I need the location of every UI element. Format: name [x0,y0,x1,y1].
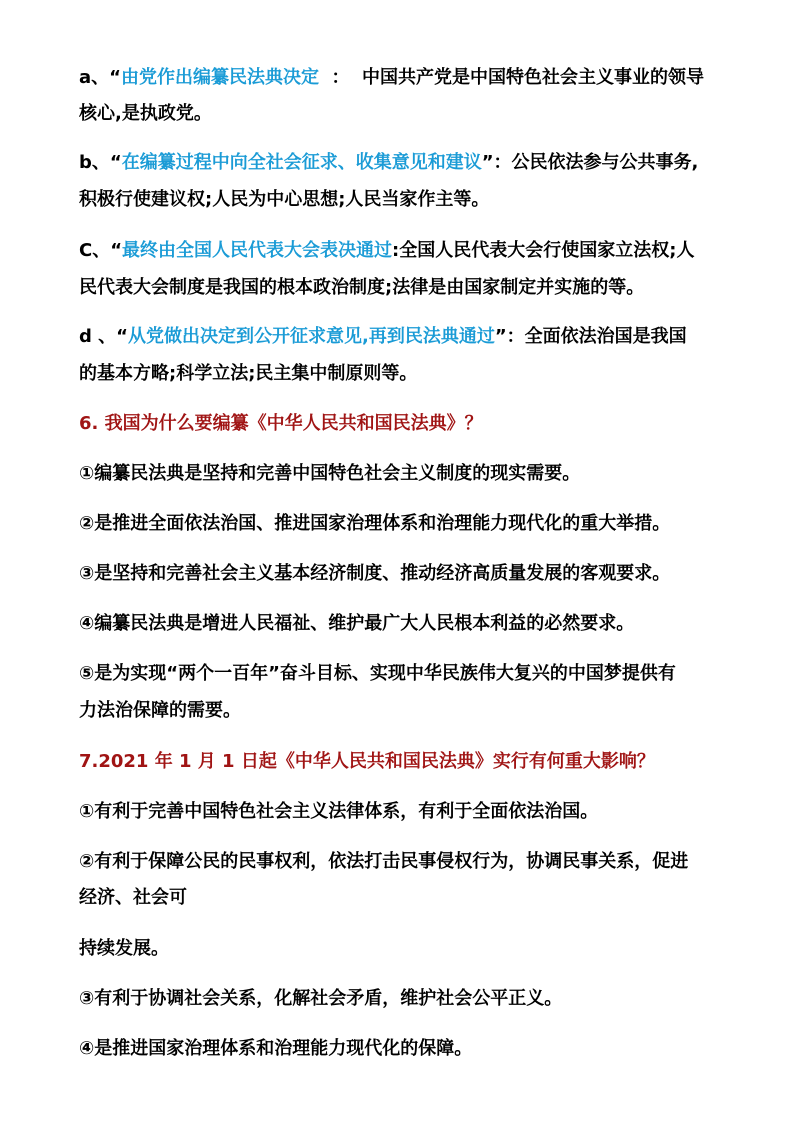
item-a-highlight: 由党作出编纂民法典决定 [120,67,319,88]
item-d-text: ”：全面依法治国是我国 [494,326,687,347]
q7-point-2-line2: 经济、社会可 [79,887,187,908]
q6-point-3: ③是坚持和完善社会主义基本经济制度、推动经济高质量发展的客观要求。 [79,563,671,584]
item-d-prefix: d 、“ [79,326,128,347]
item-b-prefix: b、“ [79,152,122,173]
q6-point-5-line2: 力法治保障的需要。 [79,700,241,721]
item-b-text: ”：公民依法参与公共事务, [481,152,699,173]
q7-point-3: ③有利于协调社会关系，化解社会矛盾，维护社会公平正义。 [79,988,563,1009]
q7-point-2-line3: 持续发展。 [79,938,169,959]
item-d-highlight: 从党做出决定到公开征求意见,再到民法典通过 [127,326,495,347]
item-a-line1 [79,66,704,90]
item-c-line1 [79,239,694,263]
item-b-line1 [79,151,698,175]
item-d-line2: 的基本方略;科学立法;民主集中制原则等。 [79,363,418,384]
question-7-heading: 7.2021 年 1 月 1 日起《中华人民共和国民法典》实行有何重大影响？ [79,751,655,772]
item-a-prefix: a、“ [79,67,121,88]
item-c-prefix: C、“ [79,240,123,261]
q6-point-1: ①编纂民法典是坚持和完善中国特色社会主义制度的现实需要。 [79,463,581,484]
item-c-highlight: 最终由全国人民代表大会表决通过 [122,240,393,261]
item-a-line2: 核心,是执政党。 [79,103,212,124]
item-b-highlight: 在编纂过程中向全社会征求、收集意见和建议 [121,152,482,173]
item-b-line2: 积极行使建议权;人民为中心思想;人民当家作主等。 [79,189,490,210]
item-c-line2: 民代表大会制度是我国的根本政治制度;法律是由国家制定并实施的等。 [79,277,645,298]
q7-point-2-line1: ②有利于保障公民的民事权利，依法打击民事侵权行为，协调民事关系，促进 [79,851,689,872]
q7-point-4: ④是推进国家治理体系和治理能力现代化的保障。 [79,1038,473,1059]
q6-point-4: ④编纂民法典是增进人民福祉、维护最广大人民根本利益的必然要求。 [79,613,635,634]
q6-point-2: ②是推进全面依法治国、推进国家治理体系和治理能力现代化的重大举措。 [79,513,671,534]
item-c-text: :全国人民代表大会行使国家立法权;人 [392,240,695,261]
q7-point-1: ①有利于完善中国特色社会主义法律体系，有利于全面依法治国。 [79,801,599,822]
q6-point-5-line1: ⑤是为实现“两个一百年”奋斗目标、实现中华民族伟大复兴的中国梦提供有 [79,663,676,684]
item-d-line1 [79,325,687,349]
question-6-heading: 6. 我国为什么要编纂《中华人民共和国民法典》？ [79,413,483,434]
item-a-text: ： 中国共产党是中国特色社会主义事业的领导 [318,67,705,88]
